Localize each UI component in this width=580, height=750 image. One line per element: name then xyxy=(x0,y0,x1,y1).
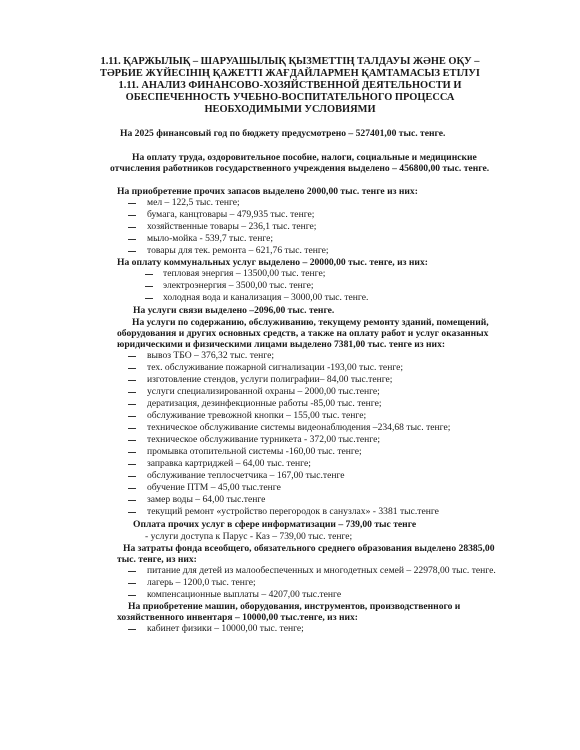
maintenance-heading-line-2: оборудования и других основных средств, а также на оплату работ и услуг оказанных xyxy=(117,328,489,339)
supplies-heading: На приобретение прочих запасов выделено 2000,00 тыс. тенге из них: xyxy=(117,186,418,197)
salary-line-1: На оплату труда, оздоровительное пособие, налоги, социальные и медицинские xyxy=(132,152,477,163)
list-item: замер воды – 64,00 тыс.тенге xyxy=(147,494,266,505)
bullet-dash xyxy=(128,239,136,240)
heading-ru-line-2: ОБЕСПЕЧЕННОСТЬ УЧЕБНО-ВОСПИТАТЕЛЬНОГО ПРОЦЕССА xyxy=(125,92,455,103)
list-item: заправка картриджей – 64,00 тыс. тенге; xyxy=(147,458,311,469)
bullet-dash xyxy=(128,476,136,477)
list-item: мыло-мойка - 539,7 тыс. тенге; xyxy=(147,233,274,244)
list-item: обслуживание теплосчетчика – 167,00 тыс.тенге xyxy=(147,470,345,481)
list-item: кабинет физики – 10000,00 тыс. тенге; xyxy=(147,623,304,634)
bullet-dash xyxy=(128,251,136,252)
bullet-dash xyxy=(128,488,136,489)
bullet-dash xyxy=(128,380,136,381)
bullet-dash xyxy=(128,428,136,429)
bullet-dash xyxy=(145,274,153,275)
bullet-dash xyxy=(128,356,136,357)
salary-line-2: отчисления работников государственного учреждения выделено – 456800,00 тыс. тенге. xyxy=(110,163,490,174)
list-item: обслуживание тревожной кнопки – 155,00 тыс. тенге; xyxy=(147,410,367,421)
list-item: промывка отопительной системы -160,00 тыс. тенге; xyxy=(147,446,362,457)
list-item: электроэнергия – 3500,00 тыс. тенге; xyxy=(163,280,314,291)
informatization-item: - услуги доступа к Парус - Каз – 739,00 тыс. тенге; xyxy=(145,531,353,542)
bullet-dash xyxy=(128,512,136,513)
list-item: бумага, канцтовары – 479,935 тыс. тенге; xyxy=(147,209,315,220)
bullet-dash xyxy=(128,464,136,465)
bullet-dash xyxy=(145,286,153,287)
maintenance-heading-line-1: На услуги по содержанию, обслуживанию, текущему ремонту зданий, помещений, xyxy=(132,317,489,328)
bullet-dash xyxy=(128,440,136,441)
heading-kz-line-2: ТӘРБИЕ ЖҮЙЕСІНІҢ ҚАЖЕТТІ ЖАҒДАЙЛАРМЕН ҚАМТАМАСЫЗ ЕТІЛУІ xyxy=(100,68,480,79)
bullet-dash xyxy=(128,416,136,417)
bullet-dash xyxy=(145,298,153,299)
bullet-dash xyxy=(128,595,136,596)
list-item: тепловая энергия – 13500,00 тыс. тенге; xyxy=(163,268,326,279)
bullet-dash xyxy=(128,571,136,572)
maintenance-heading-line-3: юридическими и физическими лицами выделено 7381,00 тыс. тенге из них: xyxy=(117,339,446,350)
bullet-dash xyxy=(128,368,136,369)
bullet-dash xyxy=(128,629,136,630)
list-item: мел – 122,5 тыс. тенге; xyxy=(147,197,240,208)
list-item: товары для тек. ремонта – 621,76 тыс. тенге; xyxy=(147,245,329,256)
list-item: техническое обслуживание системы видеонаблюдения –234,68 тыс. тенге; xyxy=(147,422,451,433)
education-heading-line-1: На затраты фонда всеобщего, обязательного среднего образования выделено 28385,00 xyxy=(123,543,495,554)
list-item: компенсационные выплаты – 4207,00 тыс.тенге xyxy=(147,589,342,600)
bullet-dash xyxy=(128,392,136,393)
list-item: холодная вода и канализация – 3000,00 тыс. тенге. xyxy=(163,292,369,303)
bullet-dash xyxy=(128,500,136,501)
list-item: услуги специализированной охраны – 2000,00 тыс.тенге; xyxy=(147,386,380,397)
bullet-dash xyxy=(128,227,136,228)
equipment-heading-line-1: На приобретение машин, оборудования, инструментов, производственного и xyxy=(128,601,461,612)
bullet-dash xyxy=(128,404,136,405)
heading-kz-line-1: 1.11. ҚАРЖЫЛЫҚ – ШАРУАШЫЛЫҚ ҚЫЗМЕТТІҢ ТАЛДАУЫ ЖӘНЕ ОҚУ – xyxy=(100,56,480,67)
utilities-heading: На оплату коммунальных услуг выделено – 20000,00 тыс. тенге, из них: xyxy=(117,257,428,268)
informatization-heading: Оплата прочих услуг в сфере информатизации – 739,00 тыс тенге xyxy=(133,519,417,530)
list-item: дератизация, дезинфекционные работы -85,00 тыс. тенге; xyxy=(147,398,382,409)
list-item: лагерь – 1200,0 тыс. тенге; xyxy=(147,577,256,588)
communication-line: На услуги связи выделено –2096,00 тыс. тенге. xyxy=(133,305,335,316)
list-item: изготовление стендов, услуги полиграфии– 84,00 тыс.тенге; xyxy=(147,374,393,385)
bullet-dash xyxy=(128,215,136,216)
education-heading-line-2: тыс. тенге, из них: xyxy=(117,554,197,565)
list-item: хозяйственные товары – 236,1 тыс. тенге; xyxy=(147,221,317,232)
heading-ru-line-3: НЕОБХОДИМЫМИ УСЛОВИЯМИ xyxy=(204,104,376,115)
bullet-dash xyxy=(128,583,136,584)
list-item: обучение ПТМ – 45,00 тыс.тенге xyxy=(147,482,281,493)
list-item: текущий ремонт «устройство перегородок в санузлах» - 3381 тыс.тенге xyxy=(147,506,439,517)
equipment-heading-line-2: хозяйственного инвентаря – 10000,00 тыс.тенге, из них: xyxy=(117,612,358,623)
list-item: вывоз ТБО – 376,32 тыс. тенге; xyxy=(147,350,275,361)
list-item: питание для детей из малообеспеченных и многодетных семей – 22978,00 тыс. тенге. xyxy=(147,565,496,576)
budget-line: На 2025 финансовый год по бюджету предусмотрено – 527401,00 тыс. тенге. xyxy=(120,128,446,139)
list-item: техническое обслуживание турникета - 372,00 тыс.тенге; xyxy=(147,434,381,445)
bullet-dash xyxy=(128,452,136,453)
list-item: тех. обслуживание пожарной сигнализации -193,00 тыс. тенге; xyxy=(147,362,404,373)
heading-ru-line-1: 1.11. АНАЛИЗ ФИНАНСОВО-ХОЗЯЙСТВЕННОЙ ДЕЯТЕЛЬНОСТИ И xyxy=(118,80,462,91)
bullet-dash xyxy=(128,203,136,204)
